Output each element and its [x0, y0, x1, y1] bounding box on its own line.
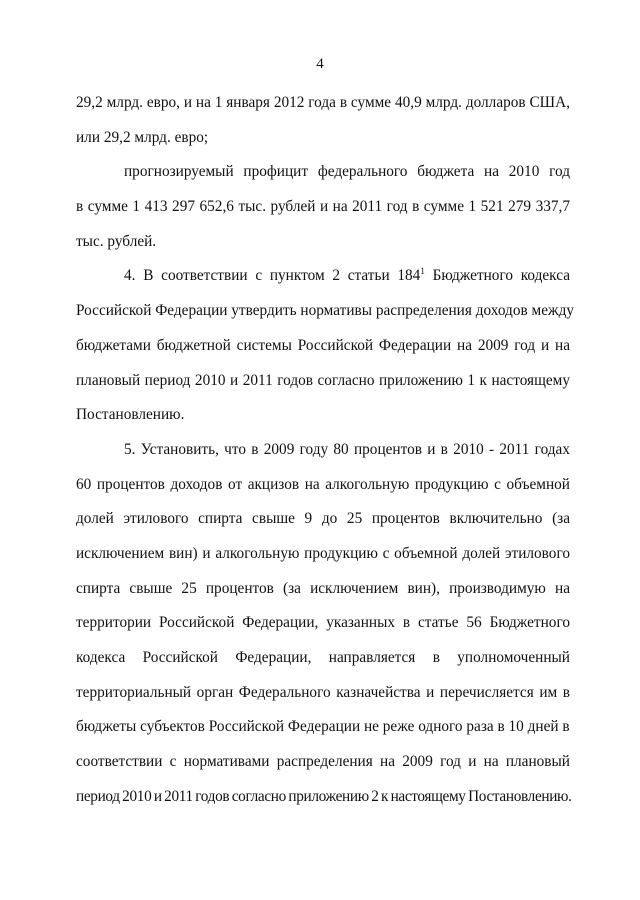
text-line: Постановлению. [76, 406, 185, 424]
text-line-with-superscript [76, 259, 570, 294]
item-4-text-start: 4. В соответствии с пунктом 2 статьи 184 [124, 267, 421, 285]
text-line: соответствии с нормативами распределения на 2009 год и на плановый [76, 753, 570, 771]
text-line: территориальный орган Федерального казначейства и перечисляется им в [76, 683, 570, 701]
text-line: бюджетами бюджетной системы Российской Федерации на 2009 год и на [76, 336, 570, 354]
text-line: 5. Установить, что в 2009 году 80 процентов и в 2010 - 2011 годах [124, 440, 570, 458]
text-line: бюджеты субъектов Российской Федерации не реже одного раза в 10 дней в [76, 718, 570, 736]
text-line: кодекса Российской Федерации, направляется в уполномоченный [76, 649, 570, 666]
text-line: период 2010 и 2011 годов согласно приложению 2 к настоящему Постановлению. [76, 787, 572, 805]
text-line: прогнозируемый профицит федерального бюджета на 2010 год [124, 163, 570, 181]
text-line: 60 процентов доходов от акцизов на алкогольную продукцию с объемной [76, 475, 570, 493]
document-body [76, 86, 574, 814]
text-line: плановый период 2010 и 2011 годов согласно приложению 1 к настоящему [76, 371, 570, 389]
text-line: спирта свыше 25 процентов (за исключением вин), производимую на [76, 579, 570, 597]
text-line: долей этилового спирта свыше 9 до 25 процентов включительно (за [76, 510, 570, 528]
paragraph-item-4 [76, 259, 574, 432]
article-superscript: 1 [420, 266, 425, 277]
item-4-text-end: Бюджетного кодекса [424, 267, 570, 285]
text-line: в сумме 1 413 297 652,6 тыс. рублей и на 2011 год в сумме 1 521 279 337,7 [76, 198, 570, 216]
text-line: или 29,2 млрд. евро; [76, 128, 209, 146]
text-line: 29,2 млрд. евро, и на 1 января 2012 года в сумме 40,9 млрд. долларов США, [76, 94, 570, 111]
text-line: Российской Федерации утвердить нормативы распределения доходов между [76, 302, 574, 320]
paragraph-forecast-surplus [76, 155, 570, 259]
text-line: исключением вин) и алкогольную продукцию с объемной долей этилового [76, 544, 570, 562]
text-line: территории Российской Федерации, указанных в статье 56 Бюджетного [76, 614, 570, 632]
page-number: 4 [316, 56, 324, 72]
paragraph-item-5 [76, 433, 570, 815]
text-line: тыс. рублей. [76, 232, 157, 250]
paragraph-reserve-fund-continued [76, 86, 570, 155]
